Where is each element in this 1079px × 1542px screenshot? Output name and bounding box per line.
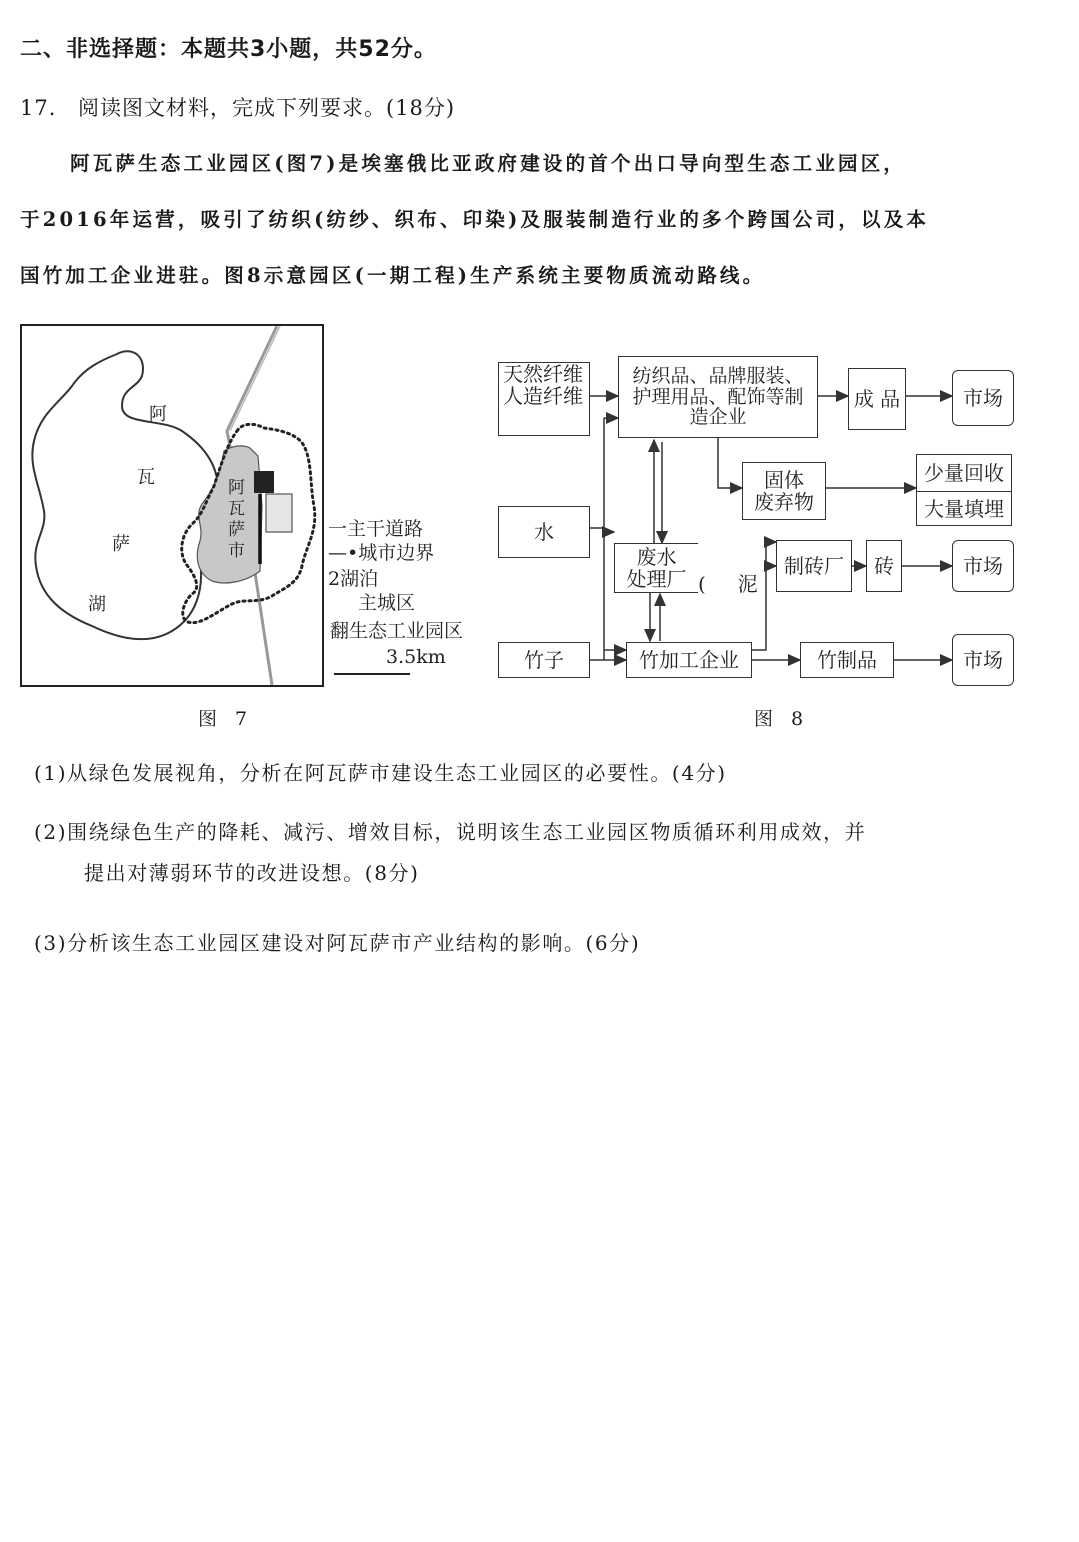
legend-scale: 3.5km [386,646,446,668]
legend-road: 一主干道路 [328,518,424,540]
lake-char-1: 阿 [149,404,167,425]
sludge-label: ( 泥 [698,572,758,596]
question-header [20,92,455,122]
recycle-line-1: 少量回收 [917,455,1011,492]
paragraph-line-2: 于2016年运营，吸引了纺织(纺纱、织布、印染)及服装制造行业的多个跨国公司，以及本 [20,208,930,231]
box-market-2: 市场 [952,540,1014,592]
box-product: 成 品 [848,368,906,430]
legend-lake: 2湖泊 [328,568,379,590]
paragraph-line-3: 国竹加工企业进驻。图8示意园区(一期工程)生产系统主要物质流动路线。 [20,264,766,287]
box-wastewater-plant [614,543,698,593]
sub-question-2: (2)围绕绿色生产的降耗、减污、增效目标，说明该生态工业园区物质循环利用成效，并 [34,820,867,844]
textile-line-3: 造企业 [689,406,747,429]
lake-char-3: 萨 [112,534,130,555]
box-market-3: 市场 [952,634,1014,686]
city-label: 阿瓦萨市 [224,478,244,562]
textile-line-1: 纺织品、品牌服装、 [632,364,804,387]
question-number: 17. [20,96,57,120]
legend-main-city: 主城区 [358,592,416,614]
section-title: 二、非选择题：本题共3小题，共52分。 [20,37,437,62]
box-bamboo-enterprise: 竹加工企业 [626,642,752,678]
scale-bar [334,673,410,675]
box-recycle [916,454,1012,526]
figure-7-map [20,324,324,687]
sub-question-2-cont: 提出对薄弱环节的改进设想。(8分) [84,861,420,885]
box-water: 水 [498,506,590,558]
box-brick: 砖 [866,540,902,592]
wastewater-line-2: 处理厂 [626,567,687,591]
lake-char-2: 瓦 [137,467,155,488]
box-textile-enterprise [618,356,818,438]
question-prompt: 阅读图文材料，完成下列要求。(18分) [78,96,456,120]
legend-park: 翻生态工业园区 [330,620,464,642]
recycle-line-2: 大量填埋 [924,496,1004,521]
fiber-natural: 天然纤维 [503,362,583,386]
box-solid-waste [742,462,826,520]
box-market-1: 市场 [952,370,1014,426]
box-bamboo: 竹子 [498,642,590,678]
wastewater-line-1: 废水 [636,545,677,569]
figure-8-caption: 图 8 [754,708,810,730]
textile-line-2: 护理用品、配饰等制 [632,385,804,408]
solid-waste-line-1: 固体 [764,468,804,492]
box-brick-factory: 制砖厂 [776,540,852,592]
sub-question-3: (3)分析该生态工业园区建设对阿瓦萨市产业结构的影响。(6分) [34,931,641,955]
box-bamboo-product: 竹制品 [800,642,894,678]
sub-question-1: (1)从绿色发展视角，分析在阿瓦萨市建设生态工业园区的必要性。(4分) [34,761,727,785]
paragraph-line-1: 阿瓦萨生态工业园区(图7)是埃塞俄比亚政府建设的首个出口导向型生态工业园区， [70,152,907,175]
legend-boundary: —•城市边界 [328,542,435,564]
lake-char-4: 湖 [88,594,106,615]
map-drawing [22,326,322,685]
solid-waste-line-2: 废弃物 [754,490,814,514]
fiber-synthetic: 人造纤维 [503,384,583,408]
box-fibers [498,362,590,436]
figure-7-caption: 图 7 [198,708,254,730]
industrial-park [254,471,274,493]
